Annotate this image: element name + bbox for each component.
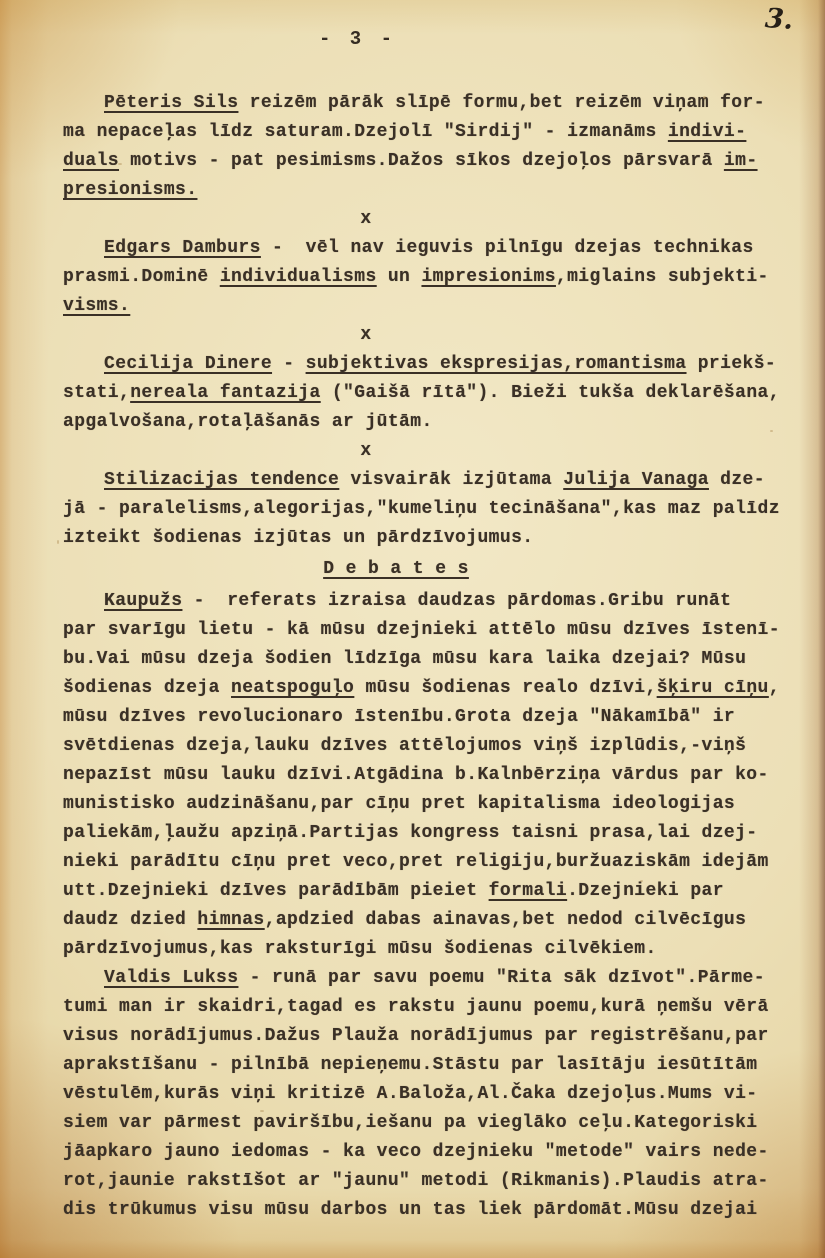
text-segment: stati, — [63, 383, 131, 403]
text-segment: aprakstīšanu - pilnībā nepieņemu.Stāstu par lasītāju iesūtītām — [63, 1055, 758, 1075]
underlined-text: Stilizacijas tendence — [104, 470, 340, 490]
text-line — [63, 964, 785, 993]
underlined-text: Julija Vanaga — [563, 470, 709, 490]
underlined-text: Edgars Damburs — [104, 238, 261, 258]
text-segment: priekš- — [686, 354, 777, 374]
text-segment: rot,jaunie rakstīšot ar "jaunu" metodi (Rikmanis).Plaudis atra- — [63, 1171, 769, 1191]
text-segment: jāapkaro jauno iedomas - ka veco dzejnieku "metode" vairs nede- — [63, 1142, 769, 1162]
text-line — [63, 147, 785, 176]
text-segment: motivs - pat pesimisms.Dažos sīkos dzejoļos pārsvarā — [119, 151, 724, 171]
underlined-text: subjektivas ekspresijas,romantisma — [305, 354, 687, 374]
paragraph — [63, 89, 785, 205]
underlined-text: Valdis Lukss — [104, 968, 239, 988]
underlined-text: visms. — [63, 296, 131, 316]
document-body — [0, 89, 825, 1225]
text-segment: jā - paralelisms,alegorijas,"kumeliņu tecināšana",kas maz palīdz — [63, 499, 780, 519]
text-line — [63, 587, 785, 616]
text-segment: ("Gaišā rītā"). Bieži tukša deklarēšana, — [320, 383, 780, 403]
text-segment: nieki parādītu cīņu pret veco,pret religiju,buržuaziskām idejām — [63, 852, 769, 872]
debates-heading-text: D e b a t e s — [323, 559, 469, 579]
text-segment: visus norādījumus.Dažus Plauža norādījumus par registrēšanu,par — [63, 1026, 769, 1046]
handwritten-page-number: 3. — [763, 3, 795, 36]
text-line — [63, 524, 785, 553]
text-segment: par svarīgu lietu - kā mūsu dzejnieki attēlo mūsu dzīves īstenī- — [63, 620, 780, 640]
section-separator: x — [360, 325, 372, 345]
text-segment: dze- — [708, 470, 765, 490]
text-segment: reizēm pārāk slīpē formu,bet reizēm viņam for- — [238, 93, 765, 113]
text-line — [63, 176, 785, 205]
text-line — [63, 877, 785, 906]
paragraph — [63, 466, 785, 553]
text-line — [63, 819, 785, 848]
underlined-text: presionisms. — [63, 180, 198, 200]
text-line — [63, 703, 785, 732]
text-line — [63, 1196, 785, 1225]
text-segment: - vēl nav ieguvis pilnīgu dzejas technikas — [260, 238, 754, 258]
text-line — [63, 645, 785, 674]
text-segment: mūsu šodienas realo dzīvi, — [354, 678, 657, 698]
text-segment: nepazīst mūsu lauku dzīvi.Atgādina b.Kalnbērziņa vārdus par ko- — [63, 765, 769, 785]
text-segment: munistisko audzināšanu,par cīņu pret kapitalisma ideologijas — [63, 794, 736, 814]
text-line — [63, 1022, 785, 1051]
text-segment: ma nepaceļas līdz saturam.Dzejolī "Sirdij" - izmanāms — [63, 122, 668, 142]
text-segment: daudz dzied — [63, 910, 198, 930]
text-line — [63, 118, 785, 147]
underlined-text: individualisms — [219, 267, 377, 287]
paragraph — [63, 234, 785, 321]
paragraph — [63, 350, 785, 437]
text-line — [63, 732, 785, 761]
text-segment: - runā par savu poemu "Rita sāk dzīvot".Pārme- — [238, 968, 765, 988]
paragraph — [63, 964, 785, 1225]
text-segment: pārdzīvojumus,kas raksturīgi mūsu šodienas cilvēkiem. — [63, 939, 657, 959]
text-line — [63, 292, 785, 321]
text-segment: - — [272, 354, 306, 374]
text-line — [63, 906, 785, 935]
text-segment: , — [768, 678, 780, 698]
text-segment: prasmi.Dominē — [63, 267, 220, 287]
text-segment: visvairāk izjūtama — [339, 470, 564, 490]
underlined-text: indivi- — [667, 122, 747, 142]
text-segment: ,miglains subjekti- — [555, 267, 769, 287]
underlined-text: Kaupužs — [104, 591, 183, 611]
text-line — [63, 89, 785, 118]
text-segment: utt.Dzejnieki dzīves parādībām pieiet — [63, 881, 489, 901]
text-segment: ,apdzied dabas ainavas,bet nedod cilvēcīgus — [264, 910, 747, 930]
underlined-text: Cecilija Dinere — [104, 354, 273, 374]
paragraph — [63, 587, 785, 964]
underlined-text: nereala fantazija — [130, 383, 321, 403]
underlined-text: formali — [488, 881, 568, 901]
text-segment: un — [376, 267, 422, 287]
underlined-text: im- — [723, 151, 758, 171]
debates-heading — [35, 555, 757, 584]
text-line — [63, 674, 785, 703]
underlined-text: impresionims — [421, 267, 556, 287]
underlined-text: duals — [63, 151, 120, 171]
text-line — [63, 495, 785, 524]
text-segment: tumi man ir skaidri,tagad es rakstu jaunu poemu,kurā ņemšu vērā — [63, 997, 769, 1017]
text-segment: dis trūkumus visu mūsu darbos un tas liek pārdomāt.Mūsu dzejai — [63, 1200, 758, 1220]
text-line — [63, 408, 785, 437]
text-line — [63, 1138, 785, 1167]
text-line — [63, 466, 785, 495]
text-segment: mūsu dzīves revolucionaro īstenību.Grota dzeja "Nākamībā" ir — [63, 707, 736, 727]
text-line — [63, 616, 785, 645]
text-segment: šodienas dzeja — [63, 678, 232, 698]
section-separator: x — [360, 441, 372, 461]
text-line — [63, 993, 785, 1022]
text-line — [63, 350, 785, 379]
text-line — [63, 1080, 785, 1109]
text-segment: izteikt šodienas izjūtas un pārdzīvojumus. — [63, 528, 534, 548]
text-segment: vēstulēm,kurās viņi kritizē A.Baloža,Al.Čaka dzejoļus.Mums vi- — [63, 1084, 758, 1104]
section-separator: x — [360, 209, 372, 229]
text-line — [63, 263, 785, 292]
underlined-text: himnas — [197, 910, 265, 930]
typed-page-number: - 3 - — [318, 28, 396, 50]
text-line — [63, 848, 785, 877]
text-segment: paliekām,ļaužu apziņā.Partijas kongress taisni prasa,lai dzej- — [63, 823, 758, 843]
text-line — [63, 1051, 785, 1080]
text-line — [63, 234, 785, 263]
underlined-text: neatspoguļo — [231, 678, 355, 698]
text-segment: apgalvošana,rotaļāšanās ar jūtām. — [63, 412, 433, 432]
text-segment: siem var pārmest paviršību,iešanu pa vieglāko ceļu.Kategoriski — [63, 1113, 758, 1133]
underlined-text: Pēteris Sils — [104, 93, 239, 113]
text-segment: - referats izraisa daudzas pārdomas.Gribu runāt — [182, 591, 732, 611]
text-line — [63, 379, 785, 408]
text-segment: .Dzejnieki par — [567, 881, 724, 901]
text-line — [63, 1109, 785, 1138]
text-line — [63, 761, 785, 790]
text-line — [63, 1167, 785, 1196]
text-line — [63, 935, 785, 964]
underlined-text: šķiru cīņu — [656, 678, 769, 698]
text-segment: svētdienas dzeja,lauku dzīves attēlojumos viņš izplūdis,-viņš — [63, 736, 747, 756]
text-segment: bu.Vai mūsu dzeja šodien līdzīga mūsu kara laika dzejai? Mūsu — [63, 649, 747, 669]
text-line — [63, 790, 785, 819]
